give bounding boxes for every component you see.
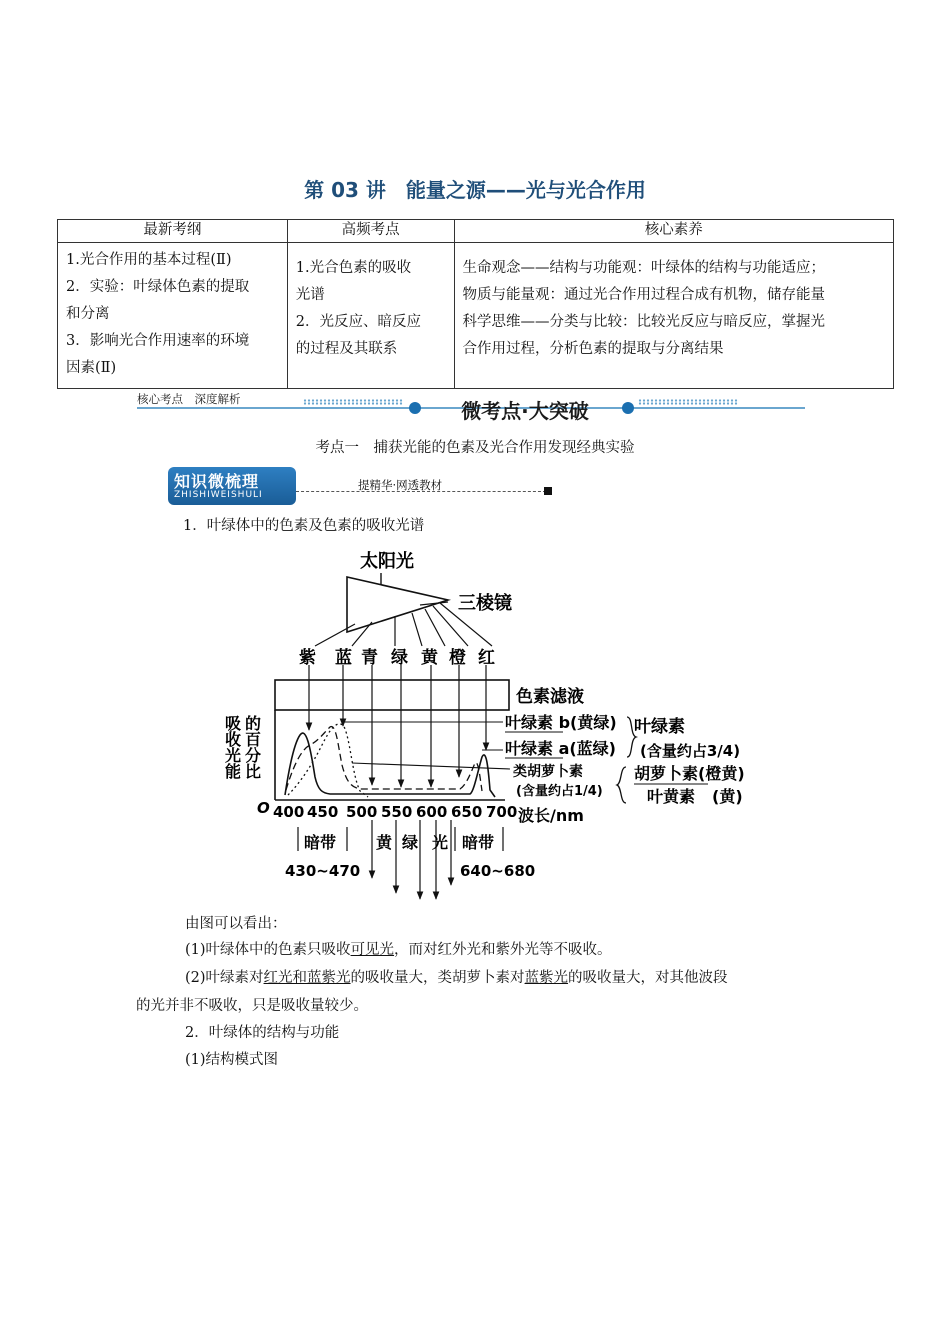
heading-2: 2．叶绿体的结构与功能	[185, 1025, 340, 1041]
table-row	[58, 243, 894, 389]
origin-label: O	[257, 799, 270, 817]
page-title: 第 03 讲 能量之源——光与光合作用	[304, 178, 646, 202]
cell-line: 光谱	[295, 287, 325, 303]
key-points-cell	[287, 243, 454, 389]
label-leaders	[343, 722, 510, 769]
chlorophyll-label: 叶绿素	[634, 717, 685, 737]
cell-line: 物质与能量观：通过光合作用过程合成有机物，储存能量	[462, 287, 825, 303]
banner-dots	[303, 399, 403, 405]
color-label: 紫	[299, 648, 316, 668]
color-label: 红	[478, 648, 495, 668]
heading-1: 1．叶绿体中的色素及色素的吸收光谱	[183, 518, 425, 534]
syllabus-table	[57, 219, 894, 389]
text-run: (1)叶绿体中的色素只吸收	[185, 942, 351, 958]
color-label: 蓝	[335, 648, 352, 668]
section-banner-title: 微考点·大突破	[461, 399, 589, 423]
zhishi-badge-text: 知识微梳理	[174, 472, 260, 491]
table-header: 核心素养	[454, 220, 894, 243]
zhishi-badge	[168, 467, 296, 505]
cell-line: 和分离	[66, 306, 110, 322]
conclusion-intro: 由图可以看出：	[185, 916, 287, 932]
zhishi-badge-sub: ZHISHIWEISHULI	[174, 490, 263, 500]
x-tick-label: 450	[307, 803, 339, 821]
color-label: 黄	[421, 648, 438, 668]
point-1	[185, 940, 612, 960]
chlorophyll-content: (含量约占3/4)	[640, 742, 741, 760]
pigment-filter-box	[275, 680, 509, 710]
xanthophyll-label: 叶黄素	[647, 787, 696, 806]
cell-line: 生命观念——结构与功能观：叶绿体的结构与功能适应；	[462, 260, 825, 276]
xanthophyll-color: (黄)	[712, 787, 743, 806]
x-tick-label: 500	[346, 803, 378, 821]
underlined-term: 红光和蓝紫光	[263, 970, 351, 986]
color-label: 橙	[449, 648, 466, 668]
cell-line: 2．光反应、暗反应	[295, 314, 421, 330]
prism-label: 三棱镜	[458, 593, 512, 614]
color-label: 绿	[391, 648, 408, 668]
ray	[425, 609, 445, 646]
dark-range-right: 640~680	[460, 862, 536, 880]
sunlight-label: 太阳光	[360, 551, 414, 572]
dark-band-label: 暗带	[304, 833, 337, 852]
y-axis-label: 吸收光能	[222, 715, 242, 779]
color-label: 青	[361, 648, 378, 668]
cell-line: 2．实验：叶绿体色素的提取	[66, 279, 250, 295]
cell-line: 1.光合作用的基本过程(Ⅱ)	[66, 252, 232, 268]
zhishi-header	[168, 463, 548, 507]
dark-band-label: 暗带	[462, 833, 495, 852]
carotenoid-content: (含量约占1/4)	[516, 784, 603, 799]
table-header: 高频考点	[287, 220, 454, 243]
banner-dot	[409, 402, 421, 414]
text-run: 的吸收量大，类胡萝卜素对	[350, 970, 525, 986]
brace	[617, 767, 626, 803]
light-char: 绿	[402, 833, 419, 852]
x-axis-label: 波长/nm	[518, 806, 584, 825]
dark-range-left: 430~470	[285, 862, 361, 880]
heading-3: (1)结构模式图	[185, 1052, 279, 1068]
underlined-term: 蓝紫光	[524, 970, 569, 986]
chl-a-label: 叶绿素 a(蓝绿)	[505, 739, 616, 758]
x-tick-label: 700	[486, 803, 518, 821]
banner-dots	[638, 399, 738, 405]
x-tick-label: 550	[381, 803, 413, 821]
text-run: 的吸收量大，对其他波段	[568, 970, 728, 986]
ray	[412, 613, 422, 646]
absorption-spectrum-figure	[0, 545, 950, 905]
text-run: ，而对红外光和紫外光等不吸收。	[394, 942, 612, 958]
light-char: 黄	[376, 833, 393, 852]
cell-line: 的过程及其联系	[295, 341, 398, 357]
table-header-row	[58, 220, 894, 243]
carotene-label: 胡萝卜素(橙黄)	[634, 764, 745, 783]
zhishi-subtitle: 提精华·网透教材	[358, 478, 443, 492]
section-banner-label: 核心考点 深度解析	[137, 392, 241, 406]
text-run: (2)叶绿素对	[185, 970, 264, 986]
x-tick-label: 400	[273, 803, 305, 821]
cell-line: 因素(Ⅱ)	[66, 360, 117, 376]
x-tick-label: 600	[416, 803, 448, 821]
syllabus-cell	[58, 243, 288, 389]
x-tick-label: 650	[451, 803, 483, 821]
cell-line: 1.光合色素的吸收	[295, 260, 412, 276]
underlined-term: 可见光	[350, 942, 395, 958]
light-char: 光	[432, 833, 449, 852]
carotenoid-label: 类胡萝卜素	[513, 764, 583, 780]
cell-line: 合作用过程，分析色素的提取与分离结果	[462, 341, 724, 357]
filter-label: 色素滤液	[516, 687, 584, 707]
cell-line: 科学思维——分类与比较：比较光反应与暗反应，掌握光	[462, 314, 825, 330]
literacy-cell	[454, 243, 894, 389]
square-marker	[544, 487, 552, 495]
y-axis-label: 的百分比	[242, 715, 262, 779]
chl-b-label: 叶绿素 b(黄绿)	[505, 713, 617, 732]
point-2	[185, 968, 728, 988]
cell-line: 3．影响光合作用速率的环境	[66, 333, 250, 349]
ray	[315, 624, 355, 646]
point-2-continued: 的光并非不吸收，只是吸收量较少。	[136, 998, 368, 1014]
table-header: 最新考纲	[58, 220, 288, 243]
kaodian-heading: 考点一 捕获光能的色素及光合作用发现经典实验	[315, 440, 635, 456]
chlorophyll-a-curve	[285, 733, 495, 797]
